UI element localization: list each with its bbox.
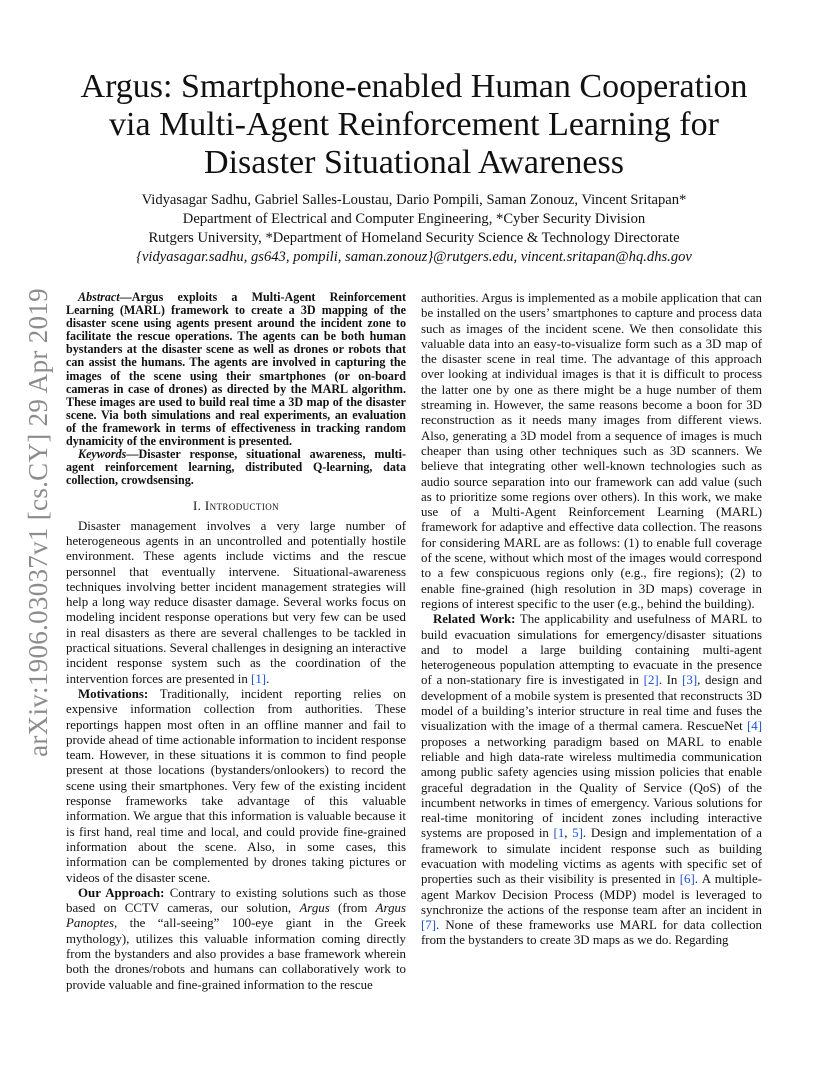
approach-lead: Our Approach: — [78, 885, 165, 900]
citation-link[interactable]: [7] — [421, 918, 437, 933]
keywords-label: Keywords — [78, 447, 127, 462]
author-block — [60, 191, 768, 267]
motivations-lead: Motivations: — [78, 686, 149, 701]
citation-separator: , — [564, 826, 573, 841]
related-text-2: . In — [658, 673, 683, 688]
author-names: Vidyasagar Sadhu, Gabriel Salles-Loustau, Dario Pompili, Saman Zonouz, Vincent Sritapan* — [141, 192, 687, 208]
citation-link[interactable]: [1 — [553, 826, 565, 841]
related-text-4: proposes a networking paradigm based on MARL to enable reliable and high data-rate wireless multimedia communication among public safety agencies using mission policies that enable graceful degradation in the Quality of Service (QoS) of the incumbent networks in times of emergency. Various solutions for real-time monitoring of incident zones including interactive systems are proposed in — [421, 734, 762, 841]
related-text-3: , design and development of a mobile system is presented that reconstructs 3D model of a building’s interior structure in real time and fuses the visualization with the image of a thermal camera. RescueNet — [421, 673, 763, 734]
approach-text-3: , the “all-seeing” 100-eye giant in the Greek mythology), utilizes this valuable information coming directly from the bystanders and also provides a base framework wherein both the drones/robots and humans can collaboratively work to provide valuable and fine-grained information to the rescue — [66, 916, 406, 992]
arxiv-identifier: arXiv:1906.03037v1 [cs.CY] 29 Apr 2019 — [22, 287, 53, 757]
left-column — [66, 291, 406, 993]
citation-link[interactable]: [1] — [251, 671, 267, 686]
motivations-text: Traditionally, incident reporting relies on expensive information collection from authorities. These reportings happen most often in an offline manner and fail to provide ahead of time actionable information to incident response team. However, in these situations it is common to find people present at those locations (bystanders/onlookers) to record the scene using their smartphones. Very few of the existing incident response frameworks take advantage of this valuable information. We argue that this information is valuable because it is first hand, real time and local, and could provide fine-grained information about the scene. Also, in some cases, this information can be complemented by drones taking pictures or videos of the disaster scene. — [66, 686, 406, 885]
citation-link[interactable]: [3] — [682, 673, 698, 688]
author-emails: {vidyasagar.sadhu, gs643, pompili, saman.zonouz}@rutgers.edu, vincent.sritapan@hq.dhs.gov — [136, 249, 692, 265]
approach-text-1: Contrary to existing solutions such as those based on CCTV cameras, our solution, — [66, 885, 406, 916]
citation-link[interactable]: 5] — [572, 826, 583, 841]
approach-paragraph — [66, 886, 406, 993]
intro-paragraph — [66, 519, 406, 687]
citation-link[interactable]: [2] — [643, 673, 659, 688]
abstract-text: —Argus exploits a Multi-Agent Reinforcement Learning (MARL) framework to create a 3D mapping of the disaster scene using agents present around the incident zone to facilitate the rescue operations. The agents can be both human bystanders at the disaster scene as well as drones or robots that can assist the humans. The agents are involved in capturing the images of the scene using their smartphones (or on-board cameras in case of drones) as directed by the MARL algorithm. These images are used to build real time a 3D map of the disaster scene. Via both simulations and real experiments, an evaluation of the framework in terms of effectiveness in tracking random dynamicity of the environment is presented. — [66, 290, 406, 449]
paper-title: Argus: Smartphone-enabled Human Cooperation via Multi-Agent Reinforcement Learning for Disaster Situational Awareness — [80, 68, 748, 181]
related-work-paragraph — [421, 612, 762, 949]
argus-panoptes: Argus Panoptes — [66, 901, 406, 931]
citation-link[interactable]: [6] — [679, 872, 695, 887]
related-work-lead: Related Work: — [433, 612, 516, 627]
continued-paragraph: authorities. Argus is implemented as a mobile application that can be installed on the users’ smartphones to capture and process data such as images of the incident scene. We then consolidate this valuable data into an easy-to-visualize form such as a 3D map of the disaster scene in real time. The advantage of this approach over looking at individual images is that it is difficult to process the latter one by one as there might be a huge number of them streaming in. However, the same reasons become a boon for 3D reconstruction as it needs many images from different views. Also, generating a 3D model from a sequence of images is much cheaper than using other techniques such as 3D scanners. We believe that integrating other well-known technologies such as audio source separation into our framework can add value (such as to prioritize some regions over others). In this work, we make use of a Multi-Agent Reinforcement Learning (MARL) framework for adaptive and effective data collection. The reasons for considering MARL are as follows: (1) to enable full coverage of the scene, without which most of the images would correspond to a few conspicuous regions only (e.g., fire regions); (2) to enable fine-grained (high resolution in 3D maps) coverage in regions of interest specific to the user (e.g., behind the building). — [421, 291, 762, 611]
related-text-7: . None of these frameworks use MARL for data collection from the bystanders to create 3D maps as we do. Regarding — [421, 918, 762, 948]
section-number: I. — [192, 499, 202, 514]
intro-text: Disaster management involves a very large number of heterogeneous agents in an uncontrolled and potentially hostile environment. These agents include victims and the rescue personnel that eventually intervene. Situational-awareness techniques involving better incident management strategies will help a long way reduce disaster damage. Several works focus on modeling incident response operations but very few can be used in real disasters as there are several challenges to be tackled in practical situations. Several challenges in designing an interactive incident response system such as the coordination of the intervention forces are presented in — [66, 518, 406, 686]
abstract — [66, 291, 406, 448]
right-column — [421, 291, 762, 949]
arxiv-watermark — [14, 282, 62, 762]
affiliation-line-2: Rutgers University, *Department of Homeland Security Science & Technology Directorate — [148, 230, 680, 246]
abstract-label: Abstract — [78, 290, 120, 304]
motivations-paragraph — [66, 687, 406, 886]
keywords-text: —Disaster response, situational awareness, multi-agent reinforcement learning, distributed Q-learning, data collection, crowdsensing. — [66, 447, 406, 488]
argus-name: Argus — [299, 901, 330, 916]
keywords — [66, 448, 406, 487]
intro-end: . — [266, 671, 270, 686]
affiliation-line-1: Department of Electrical and Computer Engineering, *Cyber Security Division — [182, 211, 646, 227]
approach-text-2: (from — [329, 901, 376, 916]
citation-link[interactable]: [4] — [746, 719, 762, 734]
related-text-5: . Design and implementation of a framework to simulate incident response such as building evacuation with modeling victims as agents with specific set of properties such as their visibility is presented in — [421, 826, 762, 887]
section-title: Introduction — [204, 499, 280, 514]
related-text-1: The applicability and usefulness of MARL to build evacuation simulations for emergency/disaster situations and to model a large building containing multi-agent heterogeneous population attempting to evacuate in the presence of a non-stationary fire is investigated in — [421, 612, 762, 688]
section-heading-introduction — [66, 499, 406, 514]
related-text-6: . A multiple-agent Markov Decision Process (MDP) model is leveraged to synchronize the actions of the response team after an incident in — [421, 872, 763, 917]
